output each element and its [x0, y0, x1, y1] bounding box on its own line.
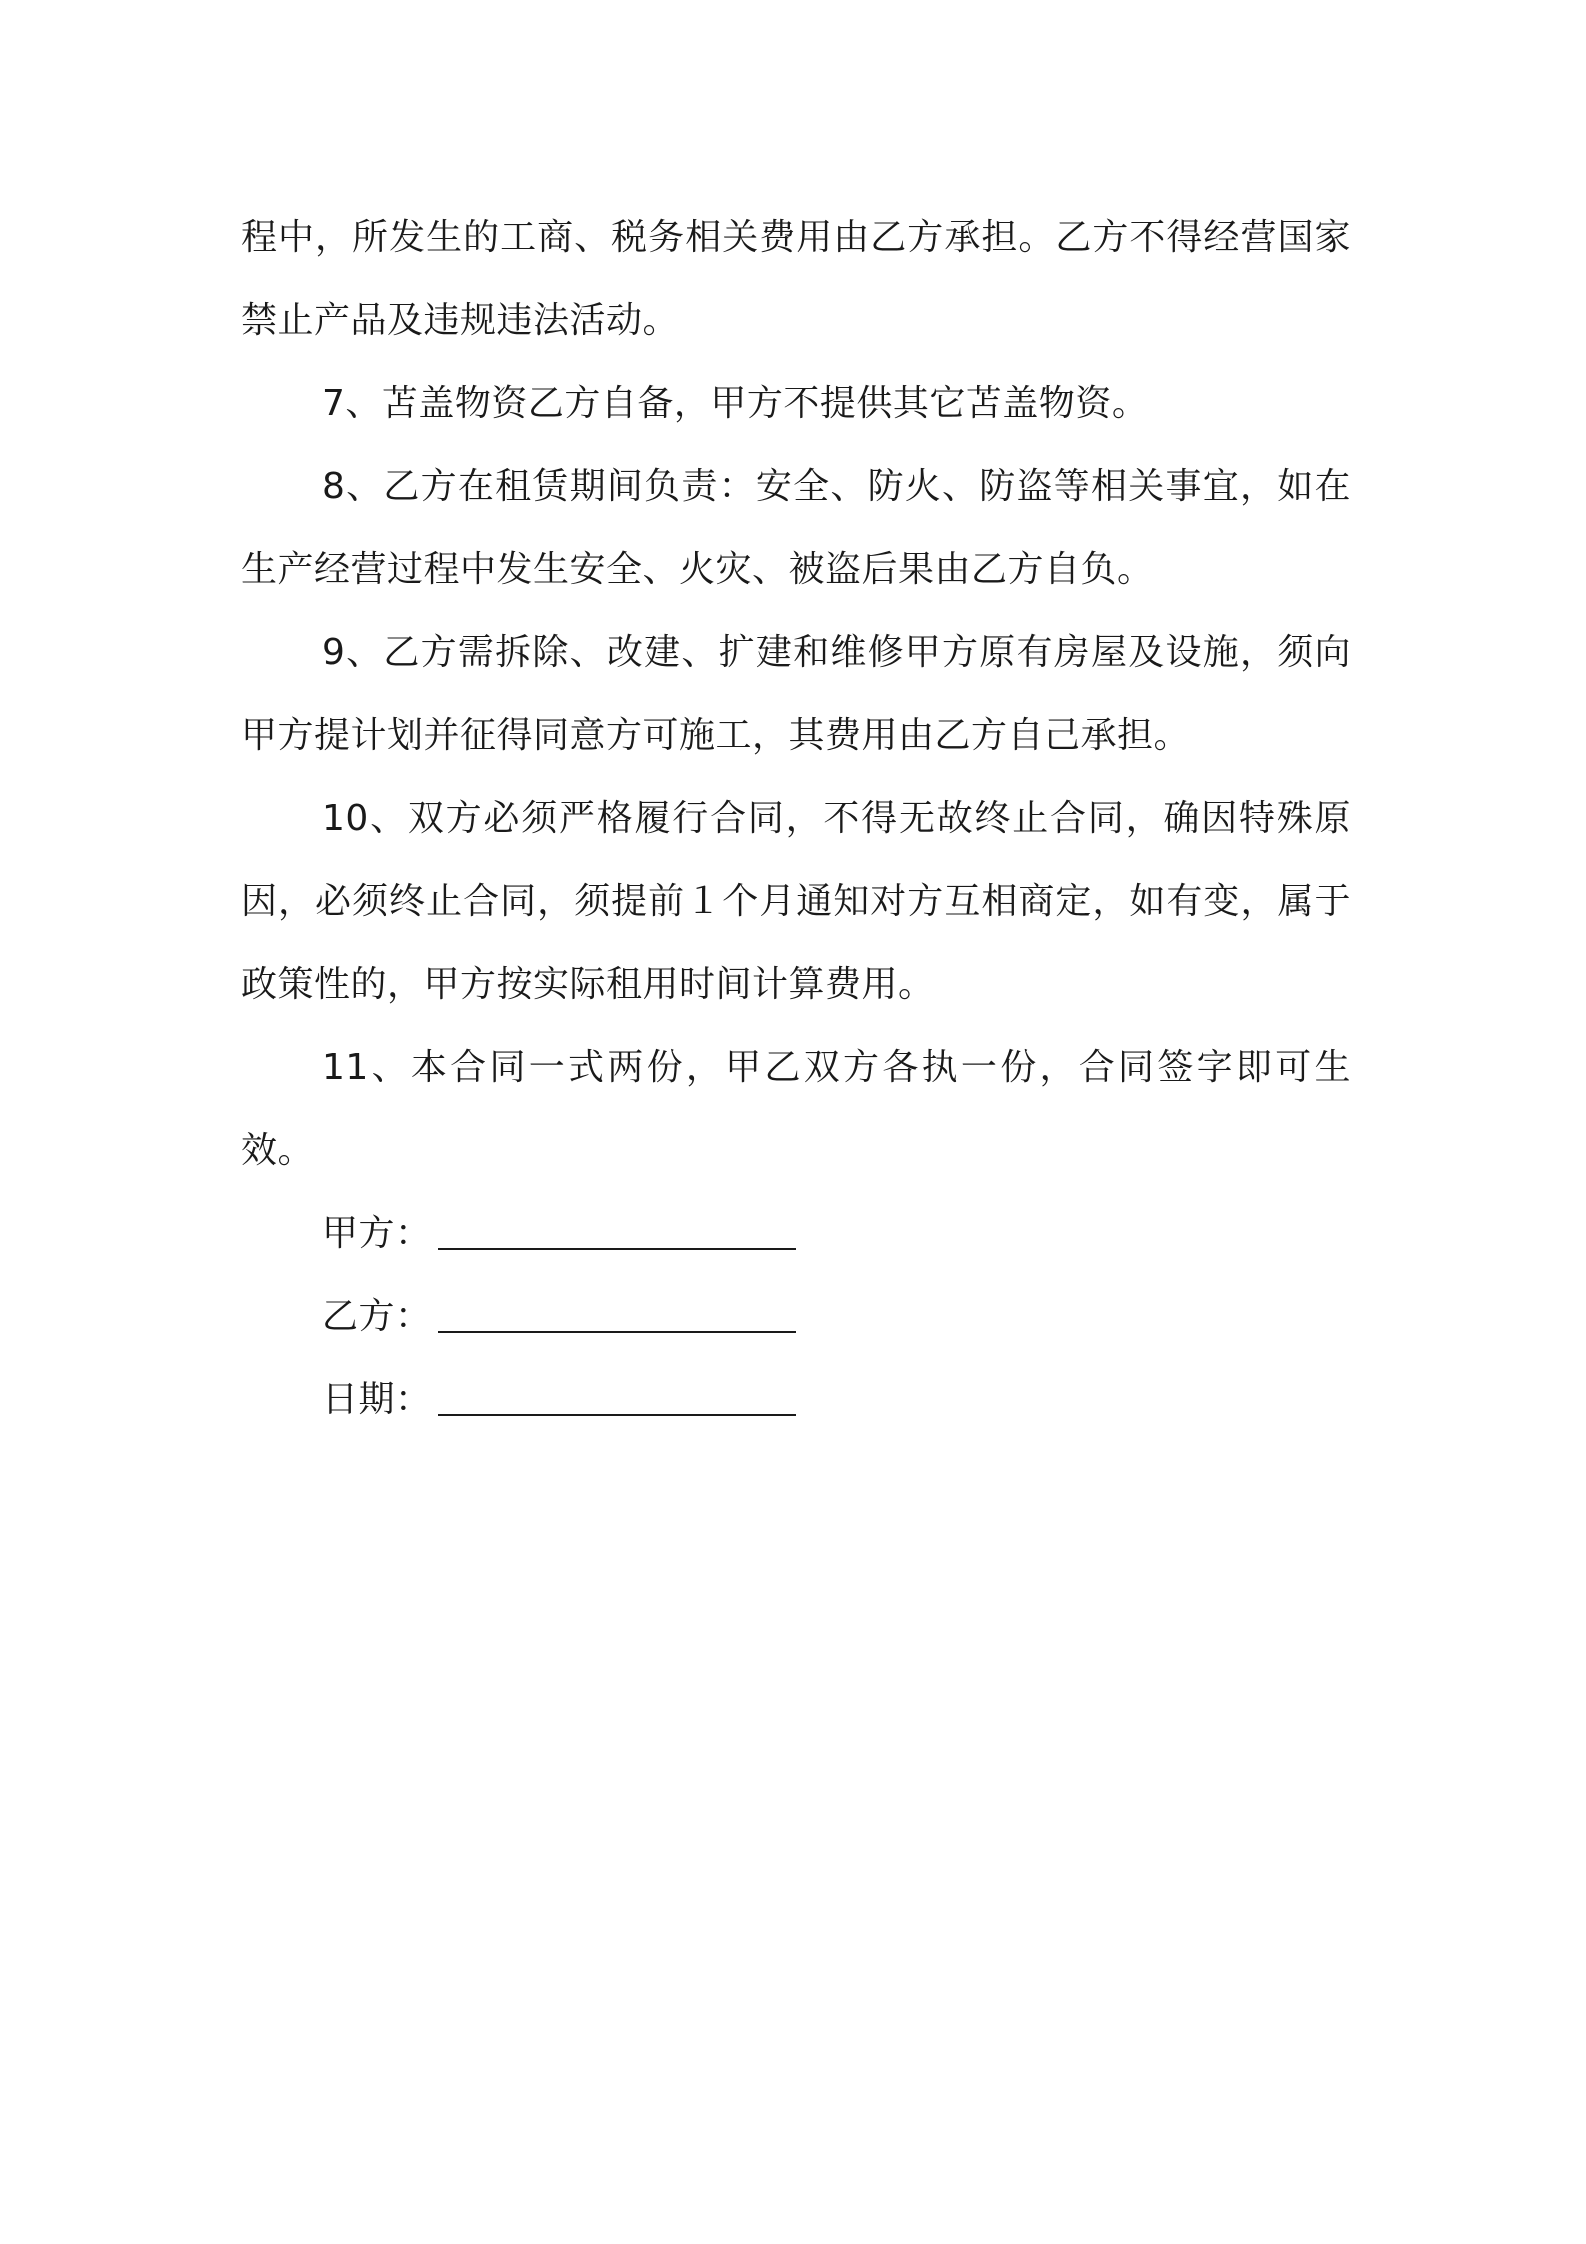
clause-10: 10、双方必须严格履行合同，不得无故终止合同，确因特殊原因，必须终止合同，须提前１个月通知对方互相商定，如有变，属于政策性的，甲方按实际租用时间计算费用。	[241, 798, 1351, 1005]
clause-11: 11、本合同一式两份，甲乙双方各执一份，合同签字即可生效。	[241, 1047, 1351, 1171]
clause-9: 9、乙方需拆除、改建、扩建和维修甲方原有房屋及设施，须向甲方提计划并征得同意方可施工，其费用由乙方自己承担。	[241, 632, 1351, 756]
signature-label-date: 日期：	[322, 1379, 432, 1420]
clause-8: 8、乙方在租赁期间负责：安全、防火、防盗等相关事宜，如在生产经营过程中发生安全、火灾、被盗后果由乙方自负。	[241, 466, 1351, 590]
signature-line-party-b	[241, 1275, 1351, 1358]
signature-blank-party-b	[438, 1331, 796, 1333]
signature-line-party-a	[241, 1192, 1351, 1275]
signature-label-party-a: 甲方：	[322, 1213, 432, 1254]
clause-7: 7、苫盖物资乙方自备，甲方不提供其它苫盖物资。	[322, 383, 1149, 424]
signature-label-party-b: 乙方：	[322, 1296, 432, 1337]
signature-blank-party-a	[438, 1248, 796, 1250]
document-body	[241, 196, 1351, 1441]
signature-block	[241, 1192, 1351, 1441]
paragraph-continuation: 程中，所发生的工商、税务相关费用由乙方承担。乙方不得经营国家禁止产品及违规违法活动。	[241, 217, 1351, 341]
signature-line-date	[241, 1358, 1351, 1441]
signature-blank-date	[438, 1414, 796, 1416]
